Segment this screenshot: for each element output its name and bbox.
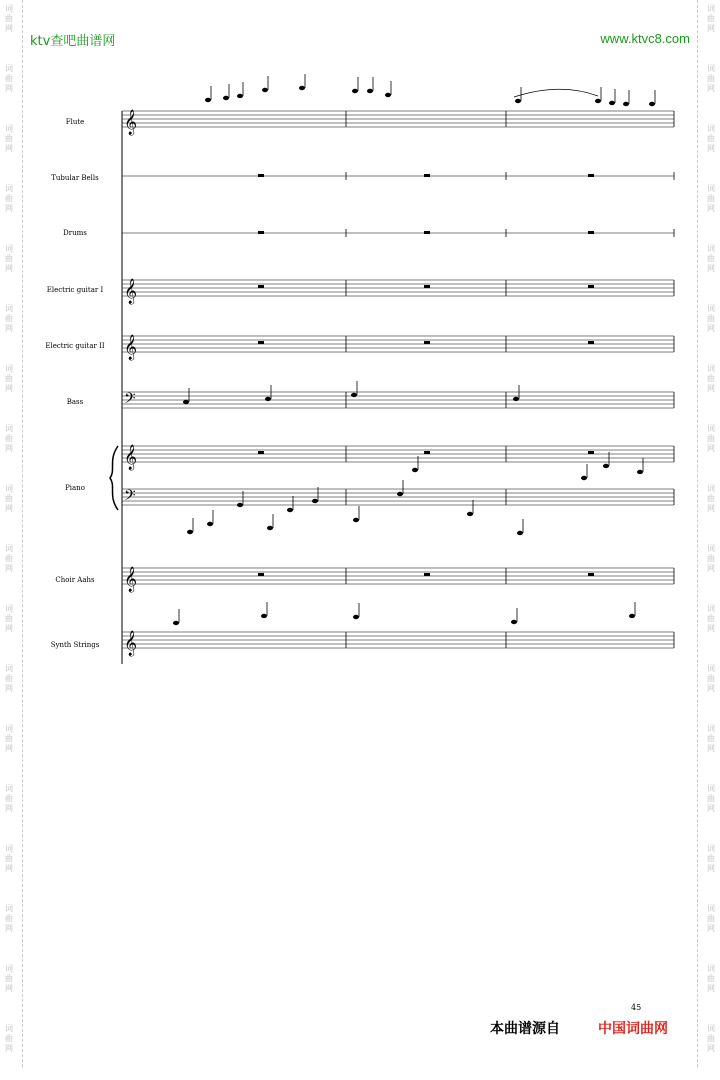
- watermark-char: 曲: [707, 74, 715, 83]
- watermark-char: 曲: [5, 434, 13, 443]
- watermark-char: 曲: [707, 134, 715, 143]
- treble-clef: 𝄞: [124, 445, 138, 470]
- note-head: [287, 508, 293, 512]
- watermark-char: 网: [5, 864, 13, 873]
- watermark-char: 曲: [5, 1034, 13, 1043]
- whole-rest: [588, 231, 594, 234]
- instrument-label-flute: Flute: [65, 118, 85, 126]
- watermark-char: 网: [5, 444, 13, 453]
- watermark-char: 网: [707, 84, 715, 93]
- treble-clef: 𝄞: [124, 279, 138, 304]
- watermark-char: 词: [5, 4, 13, 13]
- whole-rest: [588, 285, 594, 288]
- note-head: [623, 102, 629, 106]
- watermark-char: 网: [5, 384, 13, 393]
- watermark-char: 网: [5, 804, 13, 813]
- watermark-char: 词: [5, 544, 13, 553]
- treble-clef: 𝄞: [124, 335, 138, 360]
- watermark-char: 曲: [5, 974, 13, 983]
- watermark-char: 词: [5, 484, 13, 493]
- watermark-char: 曲: [707, 374, 715, 383]
- note-head: [183, 400, 189, 404]
- watermark-char: 网: [5, 504, 13, 513]
- watermark-char: 网: [5, 684, 13, 693]
- note-head: [223, 96, 229, 100]
- footer-source-brand[interactable]: 中国词曲网: [598, 1021, 668, 1037]
- watermark-char: 词: [5, 424, 13, 433]
- staff: [122, 632, 674, 648]
- watermark-char: 词: [707, 604, 715, 613]
- watermark-char: 曲: [5, 494, 13, 503]
- watermark-char: 词: [5, 124, 13, 133]
- watermark-char: 词: [5, 604, 13, 613]
- note-head: [353, 518, 359, 522]
- watermark-char: 曲: [707, 614, 715, 623]
- instrument-label-piano: Piano: [65, 484, 85, 492]
- whole-rest: [258, 341, 264, 344]
- watermark-char: 词: [707, 4, 715, 13]
- watermark-char: 曲: [5, 14, 13, 23]
- watermark-char: 曲: [707, 794, 715, 803]
- note-head: [511, 620, 517, 624]
- watermark-char: 曲: [5, 554, 13, 563]
- instrument-label-tubular-bells: Tubular Bells: [51, 174, 99, 182]
- instrument-label-electric-guitar-1: Electric guitar I: [46, 286, 104, 294]
- watermark-char: 词: [5, 844, 13, 853]
- note-head: [207, 522, 213, 526]
- note-head: [412, 468, 418, 472]
- watermark-char: 网: [5, 984, 13, 993]
- instrument-label-electric-guitar-2: Electric guitar II: [45, 342, 105, 350]
- note-head: [312, 499, 318, 503]
- note-head: [187, 530, 193, 534]
- whole-rest: [258, 451, 264, 454]
- notes: [124, 74, 655, 656]
- note-head: [351, 393, 357, 397]
- instrument-label-bass: Bass: [66, 398, 84, 406]
- watermark-char: 词: [5, 304, 13, 313]
- note-head: [581, 476, 587, 480]
- note-head: [397, 492, 403, 496]
- watermark-char: 曲: [5, 134, 13, 143]
- watermark-char: 网: [5, 744, 13, 753]
- treble-clef: 𝄞: [124, 110, 138, 135]
- watermark-char: 网: [707, 744, 715, 753]
- watermark-char: 网: [5, 204, 13, 213]
- watermark-char: 词: [707, 124, 715, 133]
- watermark-char: 网: [5, 564, 13, 573]
- watermark-char: 曲: [5, 734, 13, 743]
- instrument-label-synth-strings: Synth Strings: [50, 641, 100, 649]
- note-head: [637, 470, 643, 474]
- bass-clef: 𝄢: [124, 390, 136, 411]
- note-head: [595, 99, 601, 103]
- watermark-char: 曲: [707, 494, 715, 503]
- whole-rest: [424, 341, 430, 344]
- whole-rest: [588, 174, 594, 177]
- watermark-char: 网: [707, 264, 715, 273]
- watermark-char: 曲: [707, 314, 715, 323]
- watermark-char: 曲: [5, 254, 13, 263]
- watermark-char: 词: [707, 724, 715, 733]
- watermark-char: 网: [707, 984, 715, 993]
- whole-rest: [258, 285, 264, 288]
- note-head: [515, 99, 521, 103]
- watermark-char: 词: [707, 1024, 715, 1033]
- barlines: [110, 111, 674, 664]
- staff: [122, 489, 674, 505]
- note-head: [629, 614, 635, 618]
- watermark-char: 曲: [5, 674, 13, 683]
- whole-rest: [588, 573, 594, 576]
- watermark-char: 网: [707, 144, 715, 153]
- watermark-char: 曲: [5, 314, 13, 323]
- watermark-char: 曲: [5, 74, 13, 83]
- whole-rest: [588, 341, 594, 344]
- watermark-char: 曲: [5, 854, 13, 863]
- note-head: [467, 512, 473, 516]
- watermark-char: 曲: [5, 374, 13, 383]
- staff: [122, 392, 674, 408]
- note-head: [262, 88, 268, 92]
- note-head: [237, 503, 243, 507]
- watermark-char: 词: [5, 904, 13, 913]
- note-head: [173, 621, 179, 625]
- tie: [514, 89, 598, 97]
- note-head: [603, 464, 609, 468]
- note-head: [237, 94, 243, 98]
- watermark-char: 网: [707, 24, 715, 33]
- watermark-char: 曲: [707, 974, 715, 983]
- watermark-char: 网: [5, 324, 13, 333]
- header-site-url[interactable]: www.ktvc8.com: [600, 31, 690, 46]
- watermark-char: 曲: [5, 614, 13, 623]
- header-site-name[interactable]: ktv查吧曲谱网: [30, 34, 116, 49]
- watermark-char: 网: [5, 1044, 13, 1053]
- watermark-char: 网: [707, 564, 715, 573]
- note-head: [265, 397, 271, 401]
- watermark-char: 词: [707, 544, 715, 553]
- watermark-char: 词: [707, 664, 715, 673]
- note-head: [299, 86, 305, 90]
- watermark-char: 网: [5, 624, 13, 633]
- watermark-char: 词: [5, 784, 13, 793]
- whole-rest: [424, 231, 430, 234]
- watermark-char: 词: [707, 364, 715, 373]
- piano-brace: [110, 446, 118, 510]
- watermark-char: 词: [5, 964, 13, 973]
- watermark-char: 词: [5, 244, 13, 253]
- whole-rest: [258, 573, 264, 576]
- watermark-char: 网: [707, 684, 715, 693]
- note-head: [649, 102, 655, 106]
- watermark-char: 词: [707, 964, 715, 973]
- watermark-char: 网: [707, 384, 715, 393]
- watermark-char: 词: [707, 484, 715, 493]
- watermark-char: 词: [707, 904, 715, 913]
- watermark-char: 词: [5, 64, 13, 73]
- watermark-char: 曲: [707, 734, 715, 743]
- watermark-char: 网: [5, 24, 13, 33]
- whole-rest: [258, 231, 264, 234]
- note-head: [261, 614, 267, 618]
- watermark-char: 曲: [707, 194, 715, 203]
- watermark-char: 曲: [707, 254, 715, 263]
- watermark-char: 网: [5, 144, 13, 153]
- watermark-char: 曲: [5, 914, 13, 923]
- watermark-char: 曲: [707, 914, 715, 923]
- note-head: [513, 397, 519, 401]
- watermark-char: 曲: [707, 1034, 715, 1043]
- staff: [122, 111, 674, 127]
- watermark-char: 曲: [707, 854, 715, 863]
- watermark-char: 词: [707, 304, 715, 313]
- watermark-char: 词: [5, 664, 13, 673]
- whole-rest: [424, 451, 430, 454]
- treble-clef: 𝄞: [124, 631, 138, 656]
- whole-rest: [424, 573, 430, 576]
- staff-lines: [122, 111, 674, 648]
- note-head: [385, 93, 391, 97]
- watermark-char: 曲: [707, 674, 715, 683]
- treble-clef: 𝄞: [124, 567, 138, 592]
- instrument-label-choir-aahs: Choir Aahs: [55, 576, 95, 584]
- watermark-char: 曲: [707, 554, 715, 563]
- watermark-char: 网: [707, 204, 715, 213]
- watermark-char: 词: [5, 724, 13, 733]
- footer-source-label: 本曲谱源自: [490, 1021, 560, 1037]
- watermark-char: 词: [5, 364, 13, 373]
- watermark-char: 曲: [707, 434, 715, 443]
- bass-clef: 𝄢: [124, 487, 136, 508]
- watermark-char: 词: [707, 244, 715, 253]
- whole-rest: [588, 451, 594, 454]
- watermark-char: 网: [707, 504, 715, 513]
- note-head: [353, 615, 359, 619]
- watermark-char: 网: [707, 624, 715, 633]
- watermark-char: 词: [707, 844, 715, 853]
- watermark-char: 词: [707, 784, 715, 793]
- page-number: 45: [631, 1003, 642, 1012]
- watermark-char: 词: [5, 1024, 13, 1033]
- watermark-char: 网: [5, 924, 13, 933]
- watermark-char: 网: [5, 264, 13, 273]
- watermark-char: 词: [5, 184, 13, 193]
- note-head: [517, 531, 523, 535]
- note-head: [205, 98, 211, 102]
- watermark-char: 曲: [5, 794, 13, 803]
- note-head: [367, 89, 373, 93]
- instrument-label-drums: Drums: [63, 229, 87, 237]
- whole-rest: [258, 174, 264, 177]
- whole-rest: [424, 174, 430, 177]
- watermark-char: 曲: [707, 14, 715, 23]
- note-head: [609, 101, 615, 105]
- watermark-char: 网: [5, 84, 13, 93]
- whole-rest: [424, 285, 430, 288]
- note-head: [352, 89, 358, 93]
- watermark-char: 网: [707, 1044, 715, 1053]
- watermark-char: 网: [707, 864, 715, 873]
- watermark-char: 曲: [5, 194, 13, 203]
- watermark-char: 词: [707, 184, 715, 193]
- watermark-char: 词: [707, 424, 715, 433]
- watermark-char: 网: [707, 444, 715, 453]
- watermark-char: 网: [707, 924, 715, 933]
- watermark-char: 网: [707, 804, 715, 813]
- watermark-char: 词: [707, 64, 715, 73]
- watermark-char: 网: [707, 324, 715, 333]
- note-head: [267, 526, 273, 530]
